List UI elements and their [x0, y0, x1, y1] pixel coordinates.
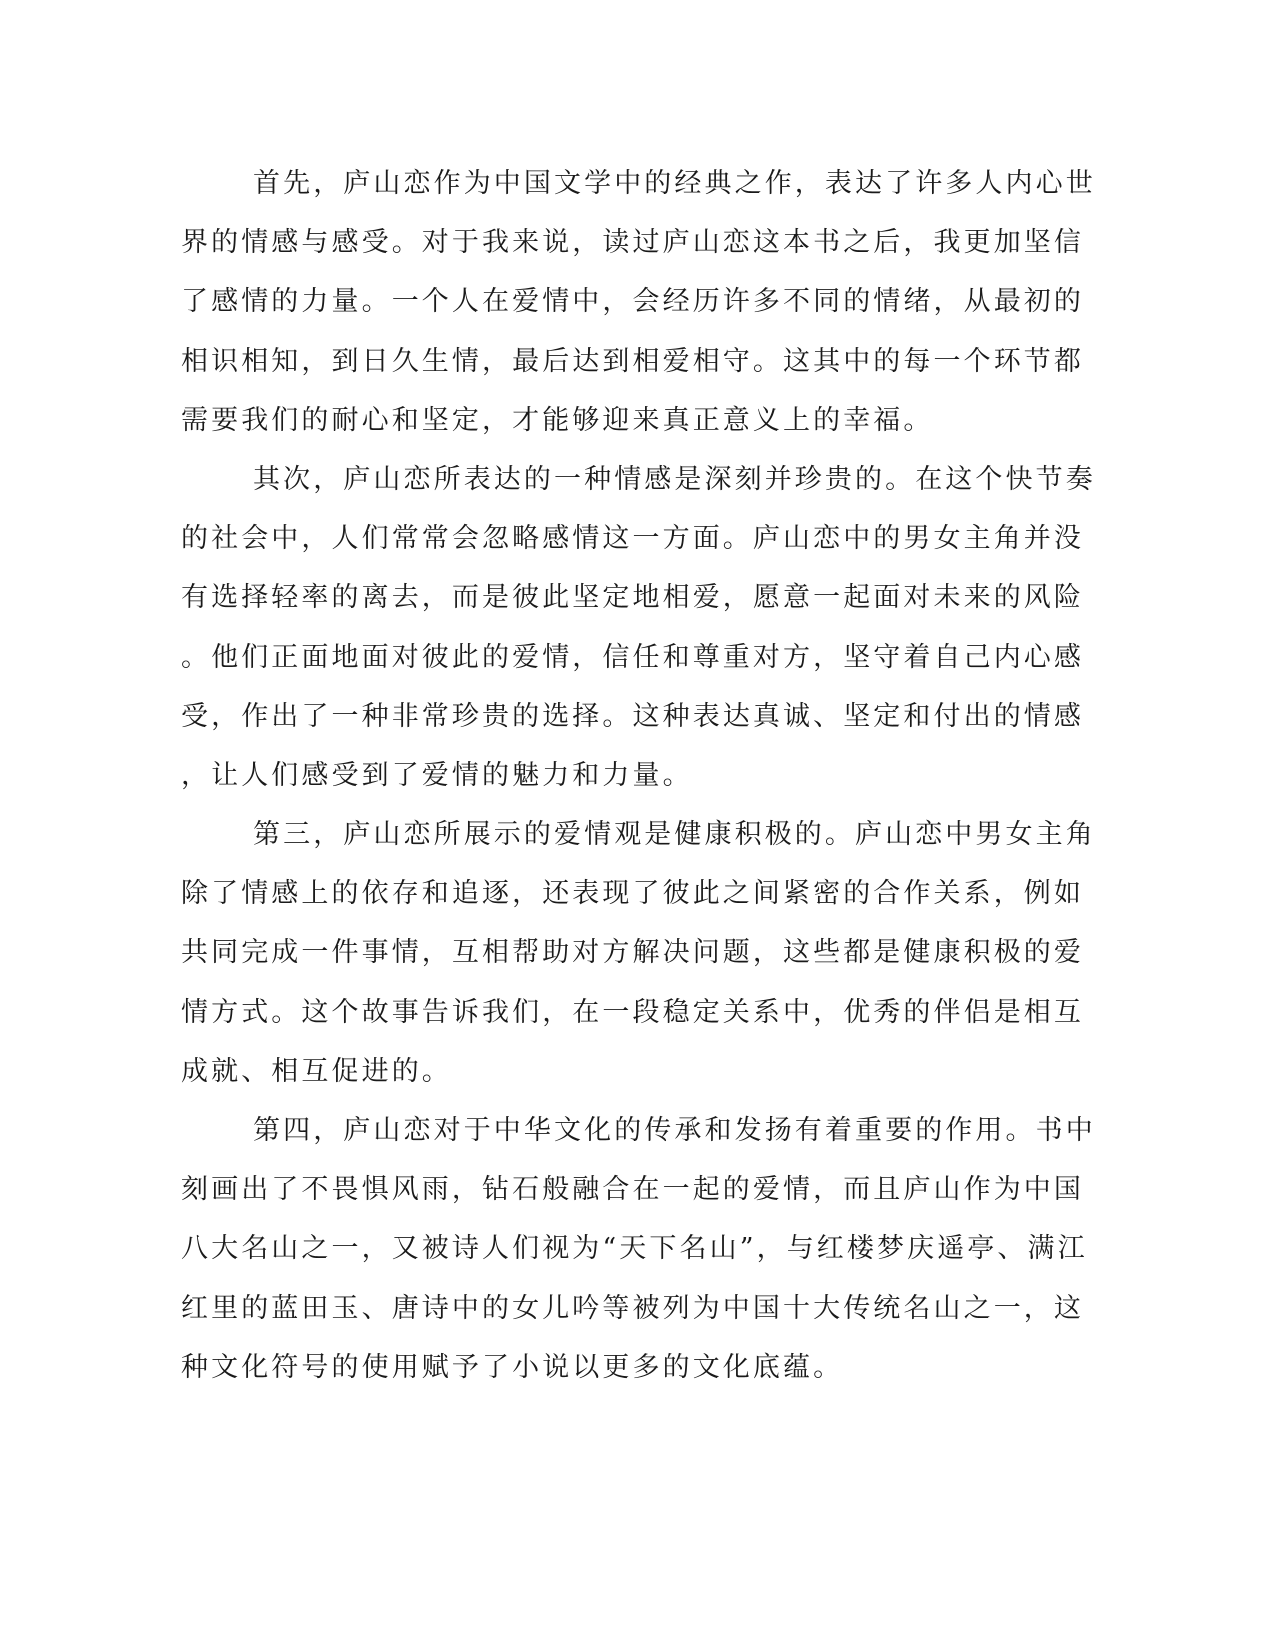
text-line: 第四，庐山恋对于中华文化的传承和发扬有着重要的作用。书中	[253, 1115, 1096, 1146]
text-line: 受，作出了一种非常珍贵的选择。这种表达真诚、坚定和付出的情感	[181, 700, 1084, 732]
text-line: 红里的蓝田玉、唐诗中的女儿吟等被列为中国十大传统名山之一，这	[181, 1292, 1084, 1324]
text-line: 第三，庐山恋所展示的爱情观是健康积极的。庐山恋中男女主角	[253, 819, 1096, 851]
text-line: 八大名山之一，又被诗人们视为“天下名山”，与红楼梦庆遥亭、满江	[181, 1233, 1088, 1265]
text-line: 首先，庐山恋作为中国文学中的经典之作，表达了许多人内心世	[253, 168, 1096, 199]
text-line: ，让人们感受到了爱情的魅力和力量。	[181, 759, 693, 791]
text-line: 相识相知，到日久生情，最后达到相爱相守。这其中的每一个环节都	[181, 345, 1084, 377]
paragraph-3	[181, 805, 1096, 1101]
paragraph-1	[181, 154, 1096, 450]
text-line: 种文化符号的使用赋予了小说以更多的文化底蕴。	[181, 1351, 844, 1383]
text-line: 成就、相互促进的。	[181, 1055, 452, 1087]
text-line: 需要我们的耐心和坚定，才能够迎来真正意义上的幸福。	[181, 404, 934, 436]
text-line: 刻画出了不畏惧风雨，钻石般融合在一起的爱情，而且庐山作为中国	[181, 1174, 1084, 1206]
text-line: 情方式。这个故事告诉我们，在一段稳定关系中，优秀的伴侣是相互	[181, 996, 1084, 1028]
document-body	[181, 154, 1096, 1397]
text-line: 共同完成一件事情，互相帮助对方解决问题，这些都是健康积极的爱	[181, 937, 1084, 969]
text-line: 界的情感与感受。对于我来说，读过庐山恋这本书之后，我更加坚信	[181, 227, 1084, 259]
text-line: 了感情的力量。一个人在爱情中，会经历许多不同的情绪，从最初的	[181, 286, 1084, 318]
text-line: 有选择轻率的离去，而是彼此坚定地相爱，愿意一起面对未来的风险	[181, 582, 1084, 614]
text-line: 的社会中，人们常常会忽略感情这一方面。庐山恋中的男女主角并没	[181, 523, 1084, 555]
text-line: 其次，庐山恋所表达的一种情感是深刻并珍贵的。在这个快节奏	[253, 463, 1096, 495]
text-line: 除了情感上的依存和追逐，还表现了彼此之间紧密的合作关系，例如	[181, 878, 1084, 910]
paragraph-4	[181, 1101, 1096, 1397]
paragraph-2	[181, 450, 1096, 805]
text-line: 。他们正面地面对彼此的爱情，信任和尊重对方，坚守着自己内心感	[181, 641, 1084, 673]
